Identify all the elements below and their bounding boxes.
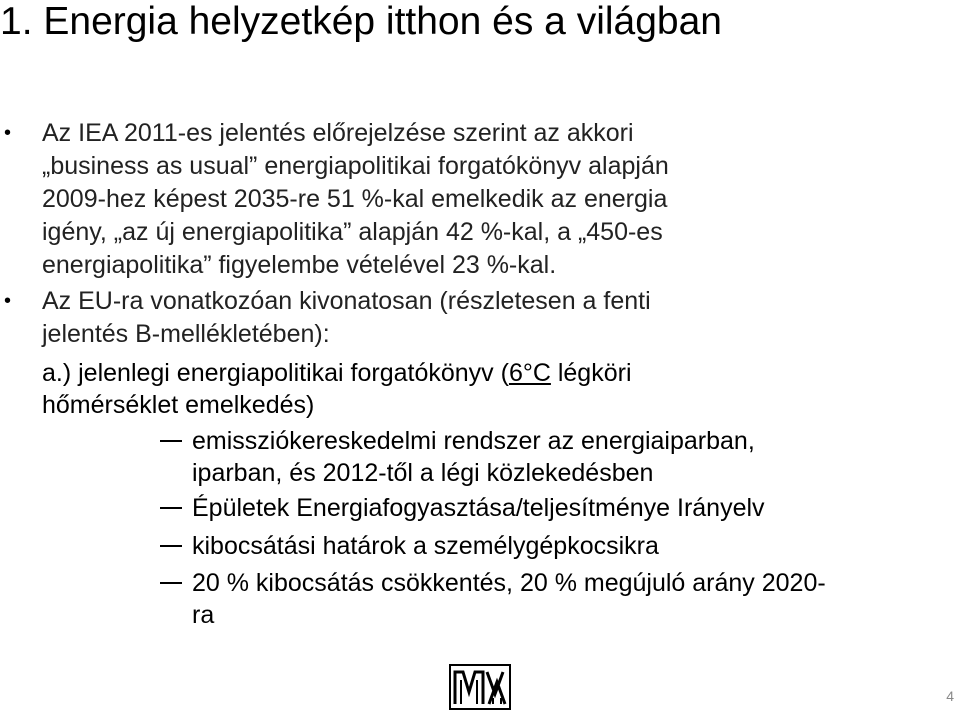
text-line: 2009-hez képest 2035-re 51 %-kal emelkedik az energia	[42, 185, 668, 213]
text-line: jelentés B-mellékletében):	[42, 320, 330, 348]
text-line: 20 % kibocsátás csökkentés, 20 % megújuló arány 2020-	[192, 569, 826, 597]
text-line: emissziókereskedelmi rendszer az energiaiparban,	[192, 427, 755, 455]
page-number: 4	[946, 688, 954, 704]
dash-text	[192, 492, 952, 524]
bullet-eu-summary	[42, 285, 942, 351]
bullet-marker: •	[4, 290, 12, 312]
text-line: igény, „az új energiapolitika” alapján 42 %-kal, a „450-es	[42, 218, 663, 246]
text-line: ra	[192, 601, 215, 629]
dash-text	[192, 567, 952, 631]
dash-marker	[160, 440, 182, 442]
temperature-value: 6°C	[508, 359, 551, 387]
subpoint-suffix: légköri	[550, 359, 632, 387]
dash-marker	[160, 582, 182, 584]
text-line: Épületek Energiafogyasztása/teljesítménye Irányelv	[192, 494, 765, 522]
subpoint-current-scenario	[42, 357, 942, 421]
dash-marker	[160, 507, 182, 509]
subpoint-line-2: hőmérséklet emelkedés)	[42, 391, 315, 419]
text-line: „business as usual” energiapolitikai forgatókönyv alapján	[42, 152, 669, 180]
institution-logo-icon	[449, 664, 511, 710]
text-line: Az IEA 2011-es jelentés előrejelzése szerint az akkori	[42, 119, 634, 147]
text-line: energiapolitika” figyelembe vételével 23 %-kal.	[42, 251, 557, 279]
subpoint-prefix: a.) jelenlegi energiapolitikai forgatókönyv (	[42, 359, 509, 387]
dash-marker	[160, 545, 182, 547]
text-line: Az EU-ra vonatkozóan kivonatosan (részletesen a fenti	[42, 287, 651, 315]
bullet-marker: •	[4, 122, 12, 144]
slide-title: 1. Energia helyzetkép itthon és a világban	[0, 0, 722, 43]
dash-text	[192, 530, 952, 562]
bullet-iea-forecast	[42, 117, 942, 282]
text-line: kibocsátási határok a személygépkocsikra	[192, 532, 659, 560]
text-line: iparban, és 2012-től a légi közlekedésben	[192, 459, 654, 487]
subpoint-line	[42, 357, 942, 389]
dash-text	[192, 425, 952, 489]
